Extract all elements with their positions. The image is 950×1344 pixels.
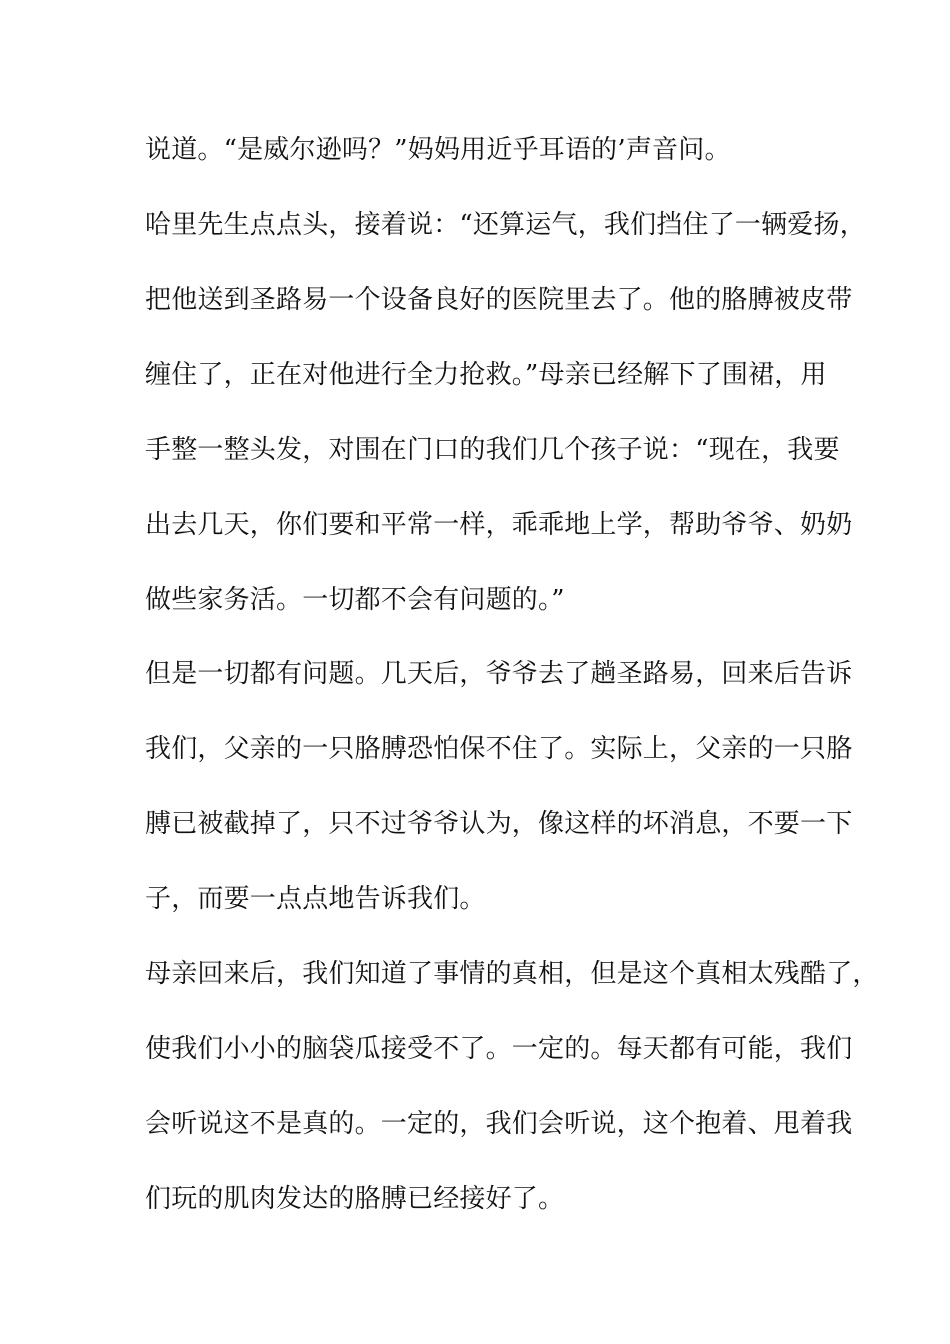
- text-line: 母亲回来后，我们知道了事情的真相，但是这个真相太残酷了，: [145, 959, 879, 989]
- text-line: 把他送到圣路易一个设备良好的医院里去了。他的胳膊被皮带: [145, 285, 853, 315]
- text-line: 手整一整头发，对围在门口的我们几个孩子说：“现在，我要: [145, 435, 840, 465]
- text-line: 出去几天，你们要和平常一样，乖乖地上学，帮助爷爷、奶奶: [145, 510, 853, 540]
- text-line: 说道。“是威尔逊吗？”妈妈用近乎耳语的’声音问。: [145, 135, 731, 165]
- text-line: 但是一切都有问题。几天后，爷爷去了趟圣路易，回来后告诉: [145, 659, 853, 689]
- text-line: 使我们小小的脑袋瓜接受不了。一定的。每天都有可能，我们: [145, 1034, 853, 1064]
- text-line: 膊已被截掉了，只不过爷爷认为，像这样的坏消息，不要一下: [145, 809, 853, 839]
- text-line: 哈里先生点点头，接着说：“还算运气，我们挡住了一辆爱扬，: [145, 210, 866, 240]
- text-line: 子，而要一点点地告诉我们。: [145, 884, 486, 914]
- text-line: 做些家务活。一切都不会有问题的。”: [145, 585, 565, 615]
- text-line: 我们，父亲的一只胳膊恐怕保不住了。实际上，父亲的一只胳: [145, 734, 853, 764]
- text-line: 缠住了，正在对他进行全力抢救。”母亲已经解下了围裙，用: [145, 360, 827, 390]
- text-line: 会听说这不是真的。一定的，我们会听说，这个抱着、甩着我: [145, 1109, 853, 1139]
- text-line: 们玩的肌肉发达的胳膊已经接好了。: [145, 1184, 565, 1214]
